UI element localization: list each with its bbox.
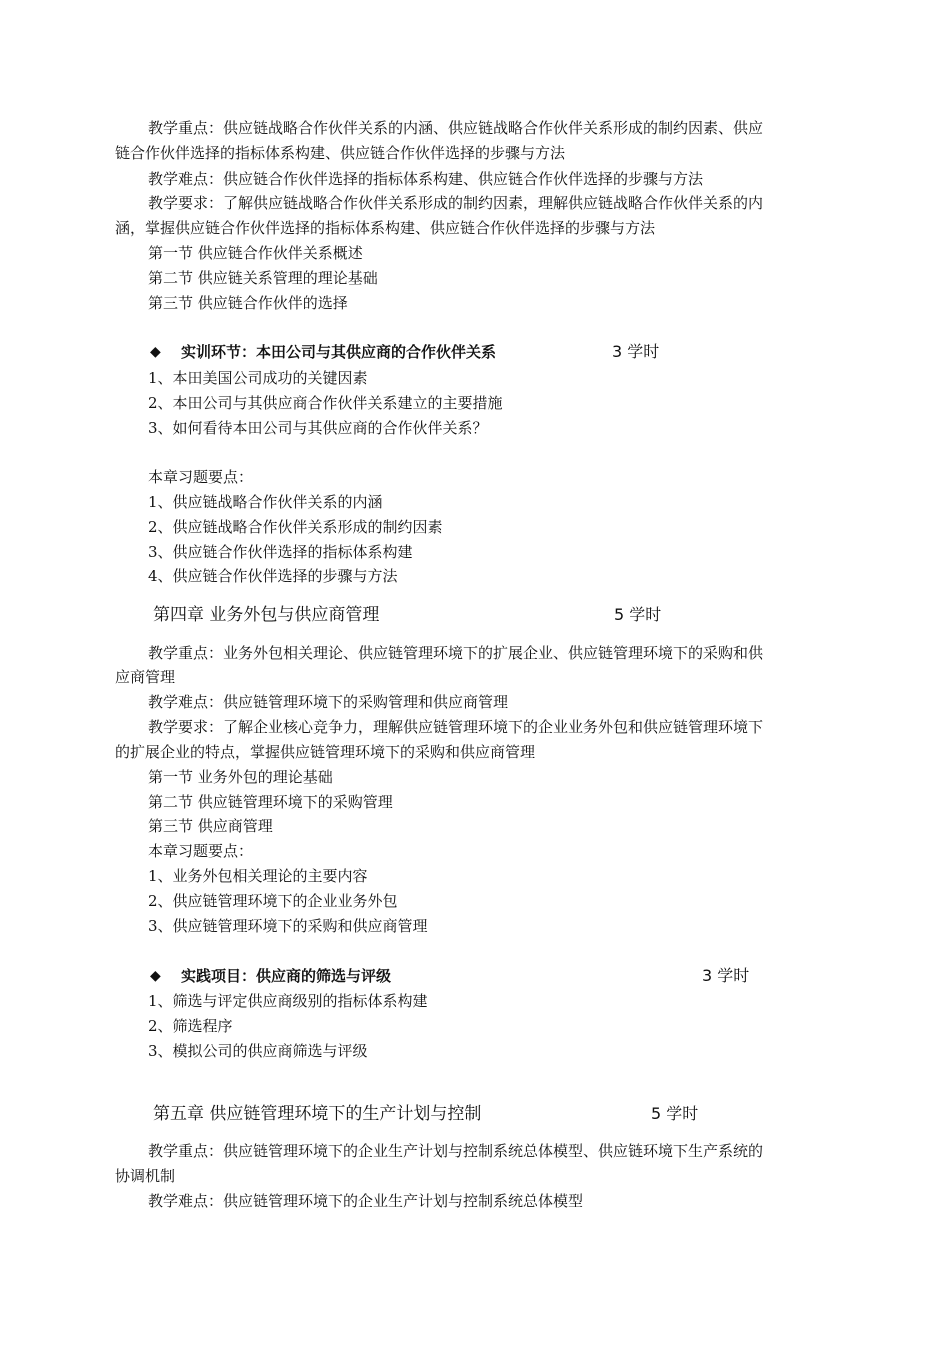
ch5-difficulty: 教学难点：供应链管理环境下的企业生产计划与控制系统总体模型 [148, 1192, 584, 1210]
ch4-exercise-3: 3、供应链管理环境下的采购和供应商管理 [148, 917, 428, 935]
ch4-title: 第四章 业务外包与供应商管理 [153, 605, 380, 625]
ch5-title: 第五章 供应链管理环境下的生产计划与控制 [153, 1104, 482, 1124]
ch4-focus-line1: 教学重点：业务外包相关理论、供应链管理环境下的扩展企业、供应链管理环境下的采购和供 [148, 644, 764, 662]
ch4-practice-item-3: 3、模拟公司的供应商筛选与评级 [148, 1042, 368, 1060]
bullet-diamond-icon: ◆ [150, 344, 161, 360]
ch4-section-2: 第二节 供应链管理环境下的采购管理 [148, 793, 393, 811]
ch3-exercise-3: 3、供应链合作伙伴选择的指标体系构建 [148, 543, 413, 561]
ch5-hours: 5 学时 [651, 1104, 699, 1123]
ch4-section-1: 第一节 业务外包的理论基础 [148, 768, 333, 786]
ch4-practice-item-1: 1、筛选与评定供应商级别的指标体系构建 [148, 992, 428, 1010]
ch3-training-item-1: 1、本田美国公司成功的关键因素 [148, 369, 368, 387]
ch3-requirement-line1: 教学要求：了解供应链战略合作伙伴关系形成的制约因素，理解供应链战略合作伙伴关系的内 [148, 194, 764, 212]
ch3-training-item-2: 2、本田公司与其供应商合作伙伴关系建立的主要措施 [148, 394, 503, 412]
ch4-focus-line2: 应商管理 [115, 668, 176, 686]
ch3-requirement-line2: 涵，掌握供应链合作伙伴选择的指标体系构建、供应链合作伙伴选择的步骤与方法 [115, 219, 656, 237]
ch4-exercise-2: 2、供应链管理环境下的企业业务外包 [148, 892, 398, 910]
ch3-section-3: 第三节 供应链合作伙伴的选择 [148, 294, 348, 312]
bullet-diamond-icon: ◆ [150, 968, 161, 984]
ch4-requirement-line1: 教学要求：了解企业核心竞争力，理解供应链管理环境下的企业业务外包和供应链管理环境下 [148, 718, 764, 736]
ch3-difficulty: 教学难点：供应链合作伙伴选择的指标体系构建、供应链合作伙伴选择的步骤与方法 [148, 170, 704, 188]
ch3-training-title: 实训环节：本田公司与其供应商的合作伙伴关系 [181, 343, 497, 361]
ch3-exercise-4: 4、供应链合作伙伴选择的步骤与方法 [148, 567, 398, 585]
ch4-section-3: 第三节 供应商管理 [148, 817, 273, 835]
ch5-focus-line2: 协调机制 [115, 1167, 176, 1185]
ch4-requirement-line2: 的扩展企业的特点，掌握供应链管理环境下的采购和供应商管理 [115, 743, 536, 761]
ch4-difficulty: 教学难点：供应链管理环境下的采购管理和供应商管理 [148, 693, 509, 711]
ch3-exercise-2: 2、供应链战略合作伙伴关系形成的制约因素 [148, 518, 443, 536]
ch5-focus-line1: 教学重点：供应链管理环境下的企业生产计划与控制系统总体模型、供应链环境下生产系统的 [148, 1142, 764, 1160]
ch4-exercise-title: 本章习题要点： [148, 842, 254, 860]
ch3-training-hours: 3 学时 [612, 342, 660, 361]
ch3-exercise-title: 本章习题要点： [148, 468, 254, 486]
ch4-practice-title: 实践项目：供应商的筛选与评级 [181, 967, 392, 985]
ch4-practice-item-2: 2、筛选程序 [148, 1017, 233, 1035]
ch3-focus-line2: 链合作伙伴选择的指标体系构建、供应链合作伙伴选择的步骤与方法 [115, 144, 566, 162]
ch3-section-1: 第一节 供应链合作伙伴关系概述 [148, 244, 363, 262]
ch4-hours: 5 学时 [614, 605, 662, 624]
ch3-focus-line1: 教学重点：供应链战略合作伙伴关系的内涵、供应链战略合作伙伴关系形成的制约因素、供应 [148, 119, 764, 137]
ch3-section-2: 第二节 供应链关系管理的理论基础 [148, 269, 378, 287]
ch4-exercise-1: 1、业务外包相关理论的主要内容 [148, 867, 368, 885]
ch3-training-item-3: 3、如何看待本田公司与其供应商的合作伙伴关系？ [148, 419, 488, 437]
ch4-practice-hours: 3 学时 [702, 966, 750, 985]
ch3-exercise-1: 1、供应链战略合作伙伴关系的内涵 [148, 493, 383, 511]
